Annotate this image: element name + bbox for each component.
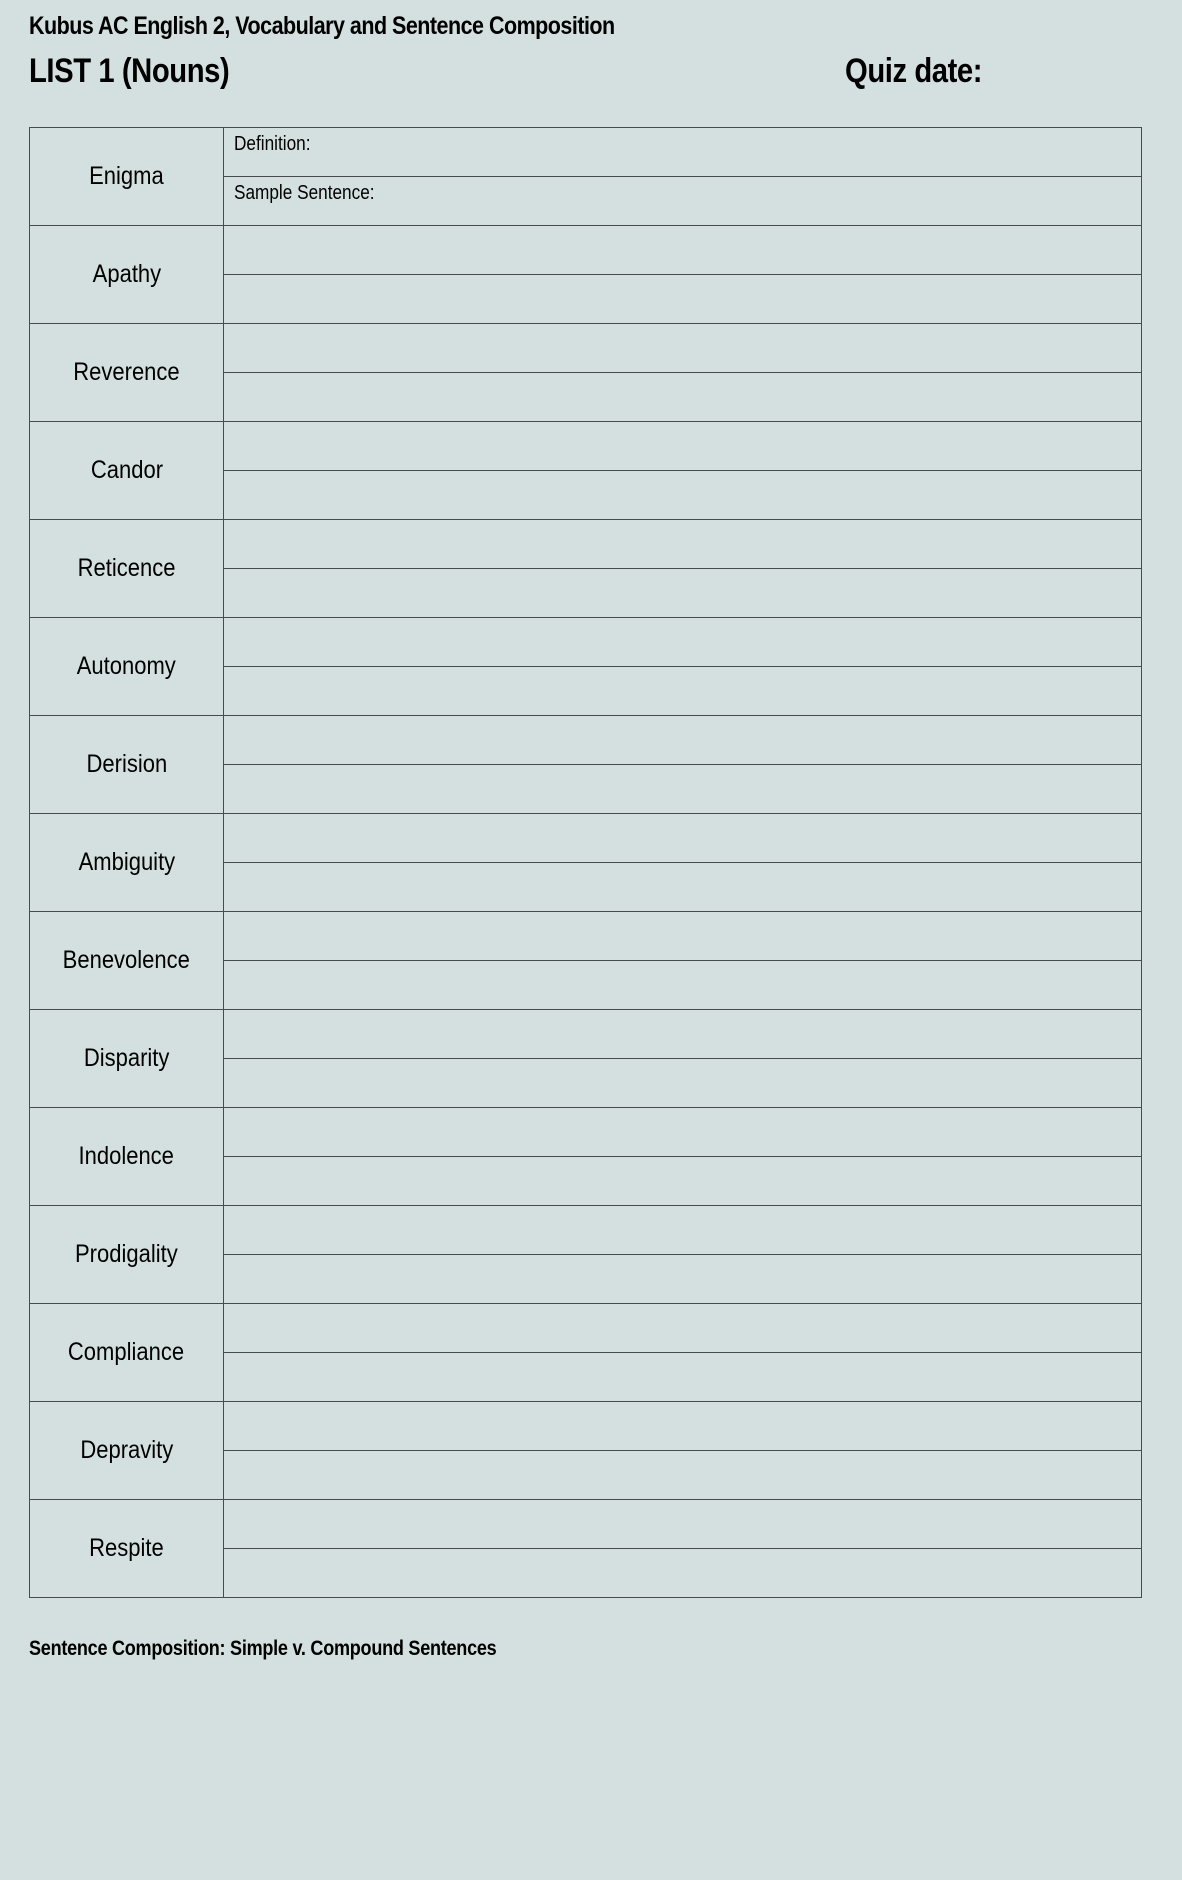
definition-cell[interactable] [224, 422, 1142, 471]
vocab-row [30, 422, 1142, 471]
sample-sentence-cell[interactable] [224, 667, 1142, 716]
vocab-row [30, 1206, 1142, 1255]
sample-sentence-cell[interactable] [224, 1255, 1142, 1304]
vocab-word: Apathy [92, 260, 161, 288]
sample-sentence-cell[interactable] [224, 373, 1142, 422]
vocabulary-table [29, 127, 1142, 1598]
sample-sentence-cell[interactable] [224, 1353, 1142, 1402]
vocab-word: Derision [86, 750, 167, 778]
definition-cell[interactable] [224, 1500, 1142, 1549]
definition-cell[interactable] [224, 912, 1142, 961]
vocab-word-cell [30, 520, 224, 618]
sample-sentence-cell[interactable] [224, 177, 1142, 226]
vocab-row [30, 1304, 1142, 1353]
vocab-word-cell [30, 1304, 224, 1402]
definition-cell[interactable] [224, 128, 1142, 177]
vocab-word: Depravity [80, 1436, 173, 1464]
vocab-word: Indolence [78, 1142, 175, 1170]
vocab-word-cell [30, 1206, 224, 1304]
vocab-word-cell [30, 814, 224, 912]
sample-sentence-cell[interactable] [224, 863, 1142, 912]
vocab-word: Autonomy [76, 652, 177, 680]
sample-sentence-cell[interactable] [224, 961, 1142, 1010]
sample-sentence-cell[interactable] [224, 765, 1142, 814]
vocab-word: Candor [90, 456, 163, 484]
definition-cell[interactable] [224, 1206, 1142, 1255]
vocab-word-cell [30, 226, 224, 324]
sample-sentence-cell[interactable] [224, 1157, 1142, 1206]
vocab-word: Reticence [77, 554, 176, 582]
sample-sentence-cell[interactable] [224, 1549, 1142, 1598]
vocab-word: Enigma [89, 162, 164, 190]
vocab-row [30, 324, 1142, 373]
vocab-word: Reverence [73, 358, 180, 386]
vocab-row [30, 1010, 1142, 1059]
vocab-row [30, 226, 1142, 275]
list-title: LIST 1 (Nouns) [29, 52, 230, 90]
definition-label: Definition: [234, 133, 311, 155]
vocab-word-cell [30, 1402, 224, 1500]
vocab-row [30, 1500, 1142, 1549]
vocab-word: Respite [89, 1534, 164, 1562]
vocab-row [30, 716, 1142, 765]
vocab-word: Ambiguity [78, 848, 175, 876]
vocab-row [30, 520, 1142, 569]
definition-cell[interactable] [224, 716, 1142, 765]
definition-cell[interactable] [224, 520, 1142, 569]
vocab-word-cell [30, 422, 224, 520]
vocab-row [30, 814, 1142, 863]
vocab-word-cell [30, 324, 224, 422]
course-title: Kubus AC English 2, Vocabulary and Sentence Composition [29, 12, 615, 40]
vocab-word-cell [30, 1108, 224, 1206]
definition-cell[interactable] [224, 618, 1142, 667]
sample-sentence-cell[interactable] [224, 569, 1142, 618]
definition-cell[interactable] [224, 226, 1142, 275]
vocab-word-cell [30, 912, 224, 1010]
vocab-row [30, 1108, 1142, 1157]
vocab-word: Benevolence [62, 946, 191, 974]
definition-cell[interactable] [224, 324, 1142, 373]
sample-sentence-cell[interactable] [224, 275, 1142, 324]
vocab-row [30, 128, 1142, 177]
vocab-word-cell [30, 1500, 224, 1598]
vocab-row [30, 1402, 1142, 1451]
definition-cell[interactable] [224, 1108, 1142, 1157]
definition-cell[interactable] [224, 814, 1142, 863]
vocab-word-cell [30, 1010, 224, 1108]
vocab-word: Disparity [83, 1044, 170, 1072]
vocab-row [30, 618, 1142, 667]
vocab-row [30, 912, 1142, 961]
sample-sentence-label: Sample Sentence: [234, 182, 375, 204]
definition-cell[interactable] [224, 1402, 1142, 1451]
vocab-word-cell [30, 618, 224, 716]
quiz-date-label: Quiz date: [845, 52, 983, 90]
vocab-word-cell [30, 716, 224, 814]
sample-sentence-cell[interactable] [224, 1059, 1142, 1108]
vocab-word: Compliance [68, 1338, 185, 1366]
sample-sentence-cell[interactable] [224, 471, 1142, 520]
definition-cell[interactable] [224, 1010, 1142, 1059]
vocab-word: Prodigality [75, 1240, 178, 1268]
sentence-composition-title: Sentence Composition: Simple v. Compound Sentences [29, 1637, 497, 1660]
sample-sentence-cell[interactable] [224, 1451, 1142, 1500]
vocabulary-table-body [30, 128, 1142, 1598]
vocab-word-cell [30, 128, 224, 226]
definition-cell[interactable] [224, 1304, 1142, 1353]
